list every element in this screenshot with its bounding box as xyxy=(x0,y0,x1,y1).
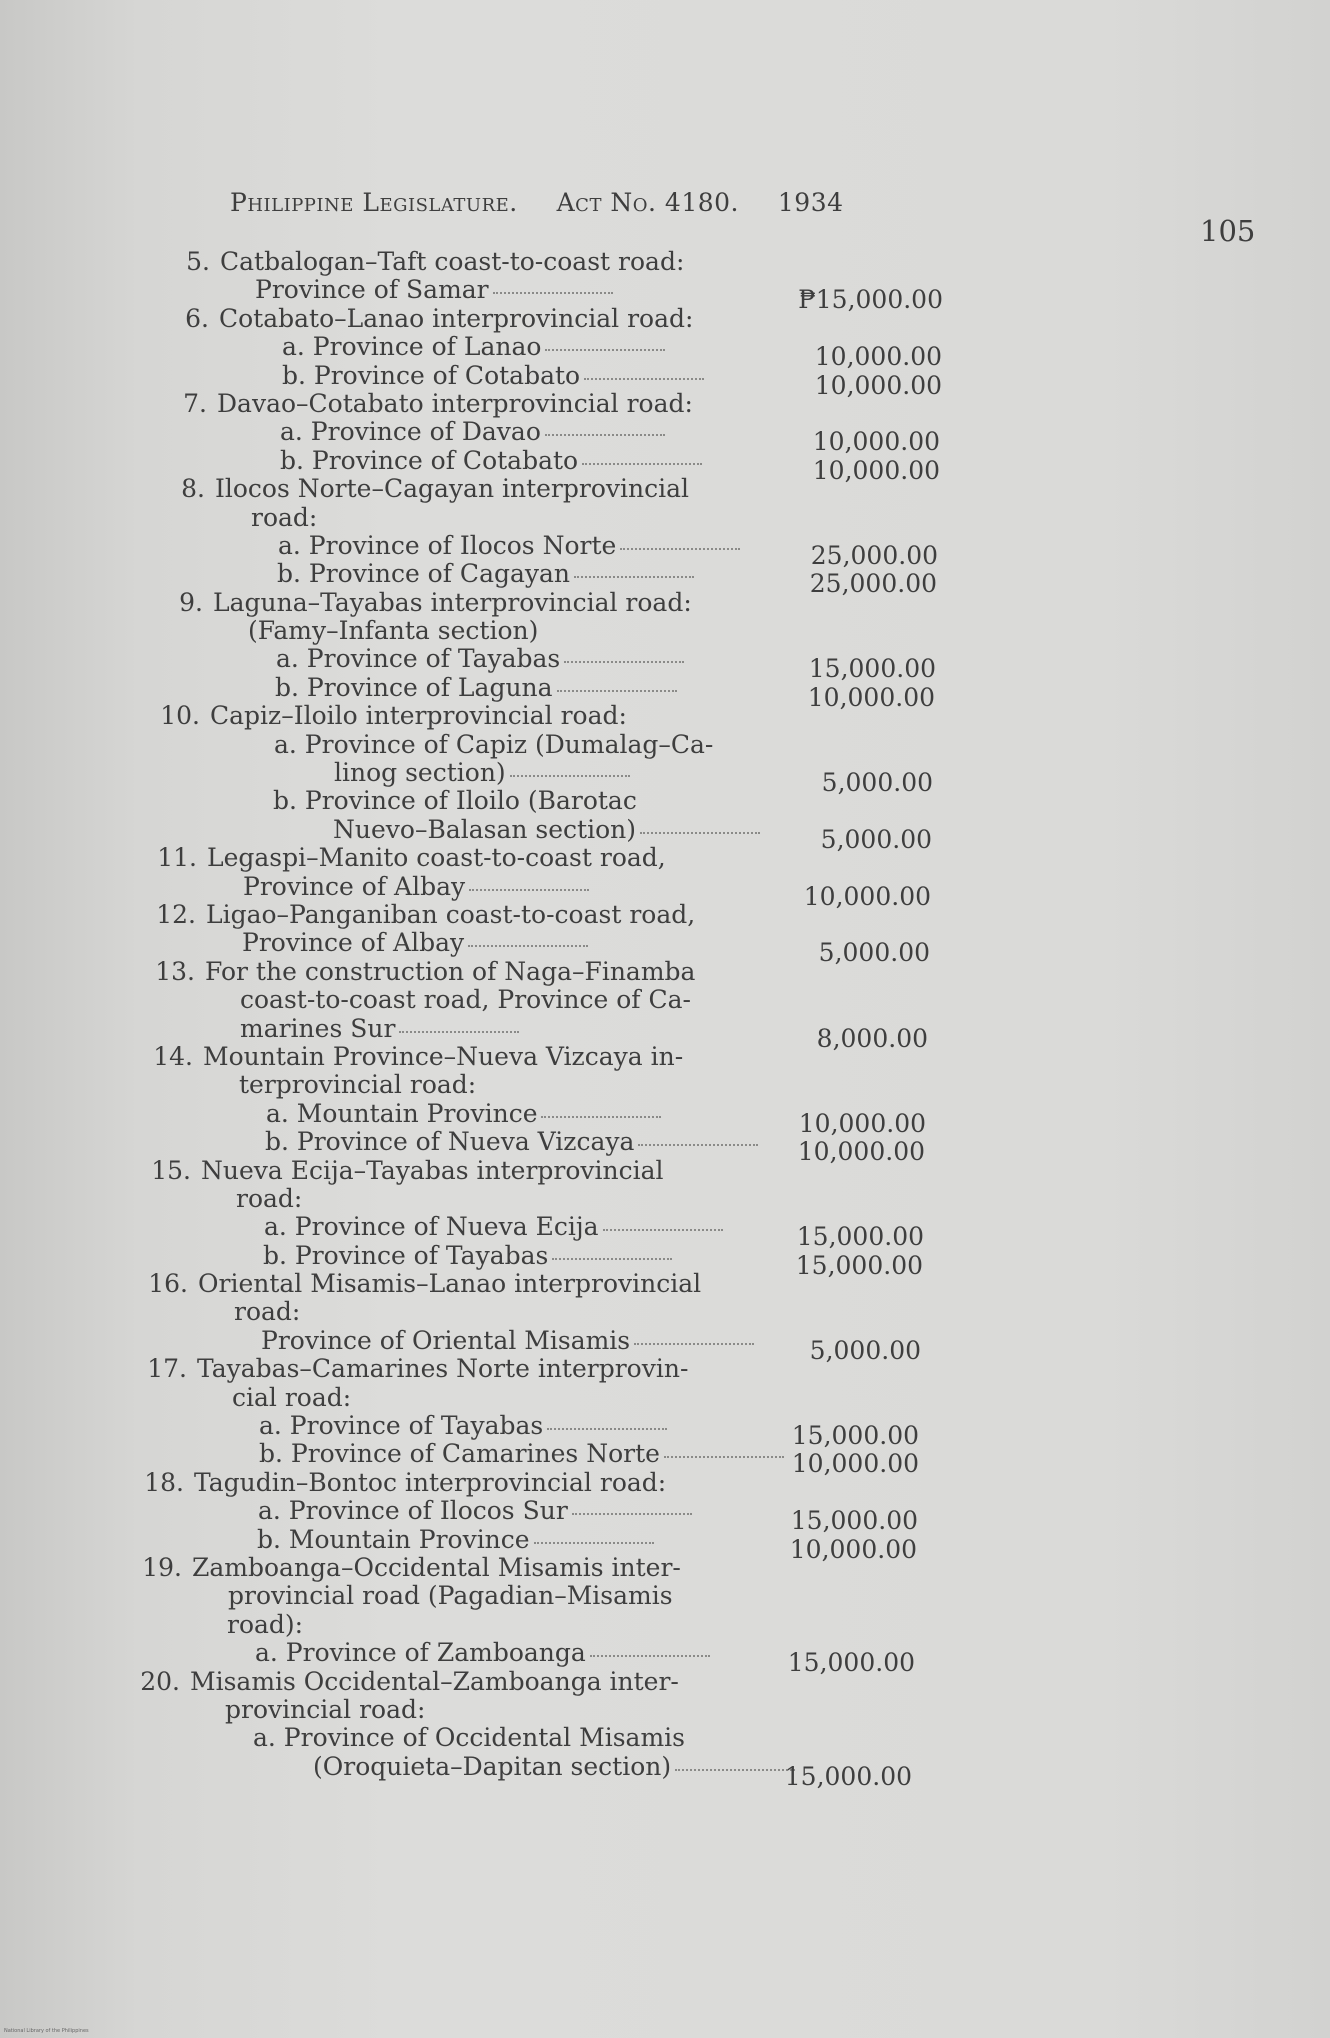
entry-text: Province of Oriental Misamis xyxy=(261,1325,631,1355)
entry-row xyxy=(0,871,1330,911)
entry-number: 13. xyxy=(155,956,195,986)
entry-amount: 15,000.00 xyxy=(791,1421,919,1451)
dot-leader xyxy=(545,349,665,351)
entry-text: Davao–Cotabato interprovincial road: xyxy=(217,388,693,418)
entry-amount: 10,000.00 xyxy=(812,427,940,457)
entry-row xyxy=(0,787,1330,815)
entry-amount: 5,000.00 xyxy=(818,938,930,968)
running-head-legislature: Philippine Legislature. xyxy=(230,188,518,217)
entry-row xyxy=(0,305,1330,333)
entry-row xyxy=(0,844,1330,872)
entry-number: 19. xyxy=(142,1552,182,1582)
entry-row xyxy=(0,475,1330,503)
entry-amount: 10,000.00 xyxy=(798,1108,926,1138)
entry-row xyxy=(0,1496,1330,1536)
dot-leader xyxy=(572,1513,692,1515)
running-head xyxy=(230,188,930,222)
entry-row xyxy=(0,1098,1330,1138)
entry-text: linog section) xyxy=(334,758,506,788)
entry-text: a. Province of Lanao xyxy=(282,332,542,362)
entry-row xyxy=(0,758,1330,798)
dot-leader xyxy=(469,889,589,891)
entry-row xyxy=(0,360,1330,400)
entry-text: a. Province of Tayabas xyxy=(259,1411,544,1441)
entry-row xyxy=(0,1724,1330,1752)
dot-leader xyxy=(468,945,588,947)
entry-row xyxy=(0,1212,1330,1252)
entry-text: b. Province of Cotabato xyxy=(280,445,579,475)
entry-text: b. Province of Nueva Vizcaya xyxy=(265,1127,635,1157)
entry-row xyxy=(0,731,1330,759)
entry-row xyxy=(0,1439,1330,1479)
entry-text: Ilocos Norte–Cagayan interprovincial xyxy=(215,474,689,504)
entry-text: b. Province of Cagayan xyxy=(277,559,571,589)
dot-leader xyxy=(493,292,613,294)
entry-text: b. Province of Iloilo (Barotac xyxy=(273,786,637,816)
entry-row xyxy=(0,901,1330,929)
dot-leader xyxy=(541,1116,661,1118)
entry-amount: 10,000.00 xyxy=(812,455,940,485)
entry-row xyxy=(0,390,1330,418)
entry-text: Ligao–Panganiban coast-to-coast road, xyxy=(206,899,696,929)
entry-number: 7. xyxy=(183,388,207,418)
entry-row xyxy=(0,1751,1330,1791)
running-head-year: 1934 xyxy=(777,188,844,217)
entry-row xyxy=(0,1355,1330,1383)
entry-row xyxy=(0,445,1330,485)
entry-amount: 25,000.00 xyxy=(810,540,938,570)
entry-row xyxy=(0,1411,1330,1451)
entry-text: marines Sur xyxy=(240,1013,396,1043)
dot-leader xyxy=(634,1343,754,1345)
dot-leader xyxy=(564,661,684,663)
entry-text: road): xyxy=(227,1609,304,1639)
entry-text: road: xyxy=(234,1297,301,1327)
page-number: 105 xyxy=(1200,214,1256,248)
entry-text: a. Province of Occidental Misamis xyxy=(253,1723,685,1753)
entry-text: coast-to-coast road, Province of Ca- xyxy=(240,985,691,1015)
entry-number: 15. xyxy=(151,1155,191,1185)
entry-row xyxy=(0,702,1330,730)
entry-text: a. Province of Capiz (Dumalag–Ca- xyxy=(274,729,714,759)
entry-text: For the construction of Naga–Finamba xyxy=(205,956,696,986)
entry-amount: 10,000.00 xyxy=(814,370,942,400)
entry-text: Laguna–Tayabas interprovincial road: xyxy=(213,587,692,617)
entry-row xyxy=(0,589,1330,617)
running-head-act: Act No. 4180. xyxy=(556,188,739,217)
entry-text: b. Province of Tayabas xyxy=(263,1240,549,1270)
entry-number: 11. xyxy=(157,843,197,873)
dot-leader xyxy=(590,1655,710,1657)
entry-text: b. Mountain Province xyxy=(257,1524,530,1554)
entry-text: terprovincial road: xyxy=(239,1070,477,1100)
entry-amount: ₱15,000.00 xyxy=(798,285,943,315)
entry-number: 10. xyxy=(160,701,200,731)
entry-row xyxy=(0,617,1330,645)
entry-number: 14. xyxy=(153,1041,193,1071)
entry-row xyxy=(0,1071,1330,1099)
dot-leader xyxy=(574,576,694,578)
entry-row xyxy=(0,1469,1330,1497)
entry-amount: 8,000.00 xyxy=(816,1023,928,1053)
dot-leader xyxy=(620,548,740,550)
entry-text: (Oroquieta–Dapitan section) xyxy=(313,1751,672,1781)
entry-row xyxy=(0,958,1330,986)
dot-leader xyxy=(399,1031,519,1033)
entry-number: 18. xyxy=(144,1467,184,1497)
entry-text: a. Province of Tayabas xyxy=(276,644,561,674)
entry-text: a. Province of Ilocos Sur xyxy=(258,1496,568,1526)
entry-row xyxy=(0,1668,1330,1696)
dot-leader xyxy=(552,1258,672,1260)
entry-amount: 10,000.00 xyxy=(807,682,935,712)
entry-amount: 5,000.00 xyxy=(821,768,933,798)
entry-row xyxy=(0,1043,1330,1071)
dot-leader xyxy=(557,690,677,692)
entry-text: road: xyxy=(236,1183,303,1213)
entry-row xyxy=(0,504,1330,532)
entry-row xyxy=(0,332,1330,372)
entry-text: Nuevo–Balasan section) xyxy=(333,814,636,844)
entry-text: Province of Samar xyxy=(255,275,489,305)
entry-number: 16. xyxy=(148,1269,188,1299)
dot-leader xyxy=(510,775,630,777)
entry-text: Nueva Ecija–Tayabas interprovincial xyxy=(201,1155,664,1185)
entry-row xyxy=(0,1157,1330,1185)
entry-row xyxy=(0,1325,1330,1365)
dot-leader xyxy=(545,434,665,436)
dot-leader xyxy=(664,1456,784,1458)
entry-row xyxy=(0,275,1330,315)
entry-amount: 15,000.00 xyxy=(796,1222,924,1252)
dot-leader xyxy=(582,463,702,465)
entry-text: Province of Albay xyxy=(242,928,465,958)
entry-number: 20. xyxy=(140,1666,180,1696)
dot-leader xyxy=(534,1542,654,1544)
entry-text: b. Province of Laguna xyxy=(275,672,553,702)
entry-text: Tagudin–Bontoc interprovincial road: xyxy=(194,1467,667,1497)
entry-text: Province of Albay xyxy=(243,871,466,901)
entry-number: 8. xyxy=(181,474,205,504)
entry-row xyxy=(0,928,1330,968)
entry-text: Legaspi–Manito coast-to-coast road, xyxy=(207,843,666,873)
entry-text: Misamis Occidental–Zamboanga inter- xyxy=(190,1666,679,1696)
entry-text: b. Province of Camarines Norte xyxy=(259,1439,660,1469)
dot-leader xyxy=(640,832,760,834)
entry-amount: 25,000.00 xyxy=(809,569,937,599)
entry-text: a. Province of Zamboanga xyxy=(255,1638,586,1668)
entry-amount: 10,000.00 xyxy=(814,342,942,372)
entry-row xyxy=(0,1554,1330,1582)
entry-row xyxy=(0,1384,1330,1412)
entry-amount: 15,000.00 xyxy=(795,1250,923,1280)
entry-text: Catbalogan–Taft coast-to-coast road: xyxy=(220,247,685,276)
entry-row xyxy=(0,1270,1330,1298)
entry-number: 6. xyxy=(185,303,209,333)
entry-row xyxy=(0,986,1330,1014)
entry-number: 5. xyxy=(186,247,210,276)
entry-amount: 15,000.00 xyxy=(784,1761,912,1791)
entry-row xyxy=(0,1638,1330,1678)
entry-text: Cotabato–Lanao interprovincial road: xyxy=(219,303,694,333)
entry-row xyxy=(0,1127,1330,1167)
entry-text: road: xyxy=(251,502,318,532)
entry-amount: 10,000.00 xyxy=(791,1449,919,1479)
entry-text: provincial road: xyxy=(225,1694,426,1724)
entry-number: 9. xyxy=(179,587,203,617)
entry-row xyxy=(0,1240,1330,1280)
entry-row xyxy=(0,1696,1330,1724)
entry-row xyxy=(0,1582,1330,1610)
entry-row xyxy=(0,1185,1330,1213)
entry-text: Mountain Province–Nueva Vizcaya in- xyxy=(203,1041,684,1071)
entry-text: b. Province of Cotabato xyxy=(282,360,581,390)
dot-leader xyxy=(603,1229,723,1231)
entry-amount: 10,000.00 xyxy=(789,1534,917,1564)
entry-text: Zamboanga–Occidental Misamis inter- xyxy=(192,1552,681,1582)
entry-text: Capiz–Iloilo interprovincial road: xyxy=(210,701,627,731)
dot-leader xyxy=(547,1428,667,1430)
entry-text: (Famy–Infanta section) xyxy=(248,616,539,646)
entry-amount: 10,000.00 xyxy=(797,1137,925,1167)
entry-row xyxy=(0,559,1330,599)
entry-amount: 15,000.00 xyxy=(790,1506,918,1536)
entry-text: cial road: xyxy=(232,1382,352,1412)
entry-text: provincial road (Pagadian–Misamis xyxy=(228,1581,673,1611)
entry-amount: 15,000.00 xyxy=(787,1648,915,1678)
entry-text: a. Province of Davao xyxy=(280,417,541,447)
appropriation-list xyxy=(0,247,1330,1791)
dot-leader xyxy=(675,1769,795,1771)
entry-amount: 5,000.00 xyxy=(809,1335,921,1365)
entry-row xyxy=(0,672,1330,712)
entry-row xyxy=(0,814,1330,854)
entry-row xyxy=(0,1013,1330,1053)
entry-text: a. Province of Ilocos Norte xyxy=(278,530,617,560)
dot-leader xyxy=(638,1144,758,1146)
entry-text: a. Mountain Province xyxy=(266,1098,538,1128)
dot-leader xyxy=(584,378,704,380)
entry-amount: 15,000.00 xyxy=(808,654,936,684)
entry-row xyxy=(0,1524,1330,1564)
entry-number: 17. xyxy=(147,1354,187,1384)
entry-number: 12. xyxy=(156,899,196,929)
entry-text: a. Province of Nueva Ecija xyxy=(264,1212,599,1242)
entry-row xyxy=(0,248,1330,276)
entry-amount: 10,000.00 xyxy=(803,881,931,911)
entry-row xyxy=(0,1611,1330,1639)
entry-text: Oriental Misamis–Lanao interprovincial xyxy=(198,1269,702,1299)
entry-row xyxy=(0,417,1330,457)
entry-row xyxy=(0,1298,1330,1326)
entry-row xyxy=(0,530,1330,570)
entry-text: Tayabas–Camarines Norte interprovin- xyxy=(197,1354,689,1384)
entry-row xyxy=(0,644,1330,684)
scan-credit: National Library of the Philippines xyxy=(4,2028,89,2034)
entry-amount: 5,000.00 xyxy=(820,824,932,854)
